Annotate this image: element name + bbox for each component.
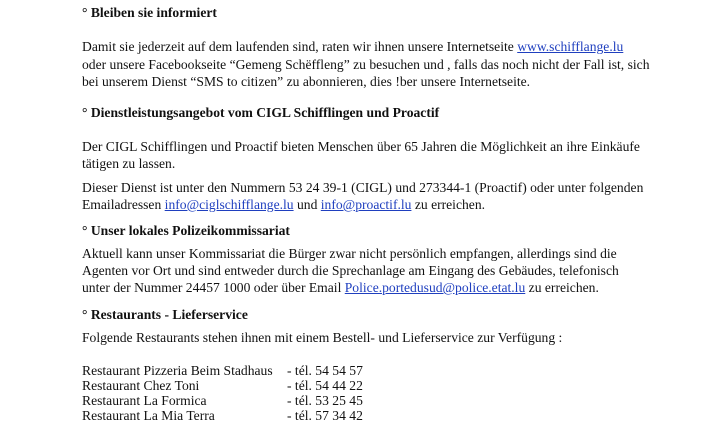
restaurants-intro: Folgende Restaurants stehen ihnen mit einem Bestell- und Lieferservice zur Verfügung : [82,330,563,345]
heading-services: ° Dienstleistungsangebot vom CIGL Schifflingen und Proactif [82,105,440,120]
heading-police: ° Unser lokales Polizeikommissariat [82,223,290,238]
restaurant-row: Restaurant La Formica - tél. 53 25 45 [82,393,363,408]
website-link[interactable]: www.schifflange.lu [517,39,624,54]
proactif-email-link[interactable]: info@proactif.lu [320,197,412,212]
services-line-3: Dieser Dienst ist unter den Nummern 53 24 39-1 (CIGL) und 273344-1 (Proactif) oder unter folgenden [82,180,644,195]
heading-restaurants: ° Restaurants - Lieferservice [82,307,248,322]
police-email-link[interactable]: Police.portedusud@police.etat.lu [344,280,526,295]
heading-informed: ° Bleiben sie informiert [82,5,217,20]
police-line-2: Agenten vor Ort und sind entweder durch die Sprechanlage am Eingang des Gebäudes, telefonisch [82,263,619,278]
police-line-1: Aktuell kann unser Kommissariat die Bürger zwar nicht persönlich empfangen, allerdings sind die [82,246,617,261]
services-line-1: Der CIGL Schifflingen und Proactif bieten Menschen über 65 Jahren die Möglichkeit an ihre Einkäufe [82,139,640,154]
services-line-2: tätigen zu lassen. [82,156,176,171]
cigl-email-link[interactable]: info@ciglschifflange.lu [164,197,294,212]
informed-line-3: bei unserem Dienst “SMS to citizen” zu abonnieren, dies !ber unsere Internetseite. [82,74,531,89]
restaurant-row: Restaurant La Mia Terra - tél. 57 34 42 [82,408,363,423]
restaurant-row: Restaurant Chez Toni - tél. 54 44 22 [82,378,363,393]
informed-line-1: Damit sie jederzeit auf dem laufenden sind, raten wir ihnen unsere Internetseite www.schifflange.lu [82,39,624,54]
police-line-3: unter der Nummer 24457 1000 oder über Email Police.portedusud@police.etat.lu zu erreichen. [82,280,599,295]
informed-line-2: oder unsere Facebookseite “Gemeng Schëffleng” zu besuchen und , falls das noch nicht der Fall ist, sich [82,57,650,72]
services-line-4: Emailadressen info@ciglschifflange.lu und info@proactif.lu zu erreichen. [82,197,486,212]
restaurant-row: Restaurant Pizzeria Beim Stadhaus - tél. 54 54 57 [82,363,363,378]
